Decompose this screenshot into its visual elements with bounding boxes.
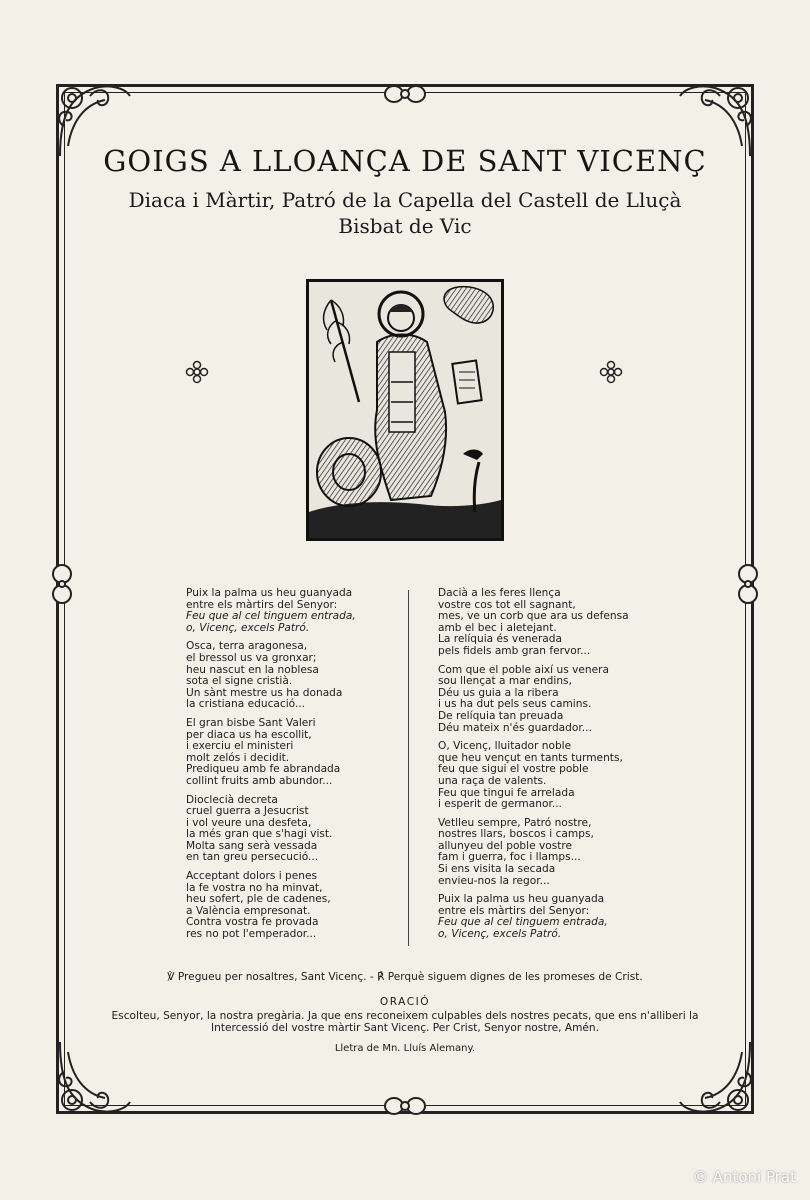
verse-line: i exerciu el ministeri	[186, 740, 294, 753]
stanza	[438, 665, 668, 735]
verse-line: sou llençat a mar endins,	[438, 675, 572, 688]
prayer-line: Intercessió del vostre màrtir Sant Vicenç. Per Crist, Senyor nostre, Amén.	[211, 1021, 599, 1034]
verse-line: una raça de valents.	[438, 774, 547, 787]
lyrics-credit: Lletra de Mn. Lluís Alemany.	[334, 1043, 476, 1054]
verse-line: Déu mateix n'és guardador...	[438, 721, 592, 734]
page-title: GOIGS A LLOANÇA DE SANT VICENÇ	[103, 144, 707, 178]
saint-vincent-woodcut	[306, 279, 504, 541]
copyright-watermark: © Antoni Prat	[692, 1168, 796, 1186]
verse-line: i esperit de germanor...	[438, 798, 562, 811]
verse-line: De relíquia tan preuada	[438, 709, 564, 722]
refrain-line: o, Vicenç, excels Patró.	[438, 928, 562, 941]
verse-line: fam i guerra, foc i llamps...	[438, 851, 581, 864]
verse-line: i vol veure una desfeta,	[186, 816, 312, 829]
verse-line: Acceptant dolors i penes	[186, 870, 318, 883]
verse-line: Com que el poble així us venera	[438, 663, 609, 676]
stanza	[438, 741, 668, 811]
refrain-line: Feu que al cel tinguem entrada,	[438, 916, 608, 929]
verse-line: envieu-nos la regor...	[438, 874, 550, 887]
verse-line: que heu vençut en tants turments,	[438, 751, 623, 764]
stanza	[186, 588, 401, 634]
verse-line: Dioclecià decreta	[186, 793, 278, 806]
refrain-line: Feu que al cel tinguem entrada,	[186, 610, 356, 623]
bottom-center-ornament	[380, 1094, 430, 1118]
verses-right-column	[438, 588, 668, 948]
stanza	[186, 795, 401, 865]
verse-line: vostre cos tot ell sagnant,	[438, 598, 576, 611]
stanza	[186, 641, 401, 711]
stanza	[186, 718, 401, 788]
verse-line: Un sànt mestre us ha donada	[186, 686, 343, 699]
verse-line: cruel guerra a Jesucrist	[186, 805, 309, 818]
verse-line: feu que sigui el vostre poble	[438, 763, 589, 776]
versicle-response: ℣ Pregueu per nosaltres, Sant Vicenç. - ℟ Perquè siguem dignes de les promeses de Crist.	[167, 971, 643, 983]
verse-line: pels fidels amb gran fervor...	[438, 644, 591, 657]
verse-line: molt zelós i decidit.	[186, 751, 290, 764]
verse-line: Osca, terra aragonesa,	[186, 640, 308, 653]
verse-line: sota el signe cristià.	[186, 675, 293, 688]
verse-line: heu nascut en la noblesa	[186, 663, 319, 676]
verse-line: el bressol us va gronxar;	[186, 651, 317, 664]
verse-line: Dacià a les feres llença	[438, 587, 561, 599]
verse-line: Déu us guia a la ribera	[438, 686, 559, 699]
verse-line: heu sofert, ple de cadenes,	[186, 893, 331, 906]
verse-line: Feu que tingui fe arrelada	[438, 786, 575, 799]
rosette-icon	[599, 360, 623, 384]
prayer-text	[90, 1011, 720, 1035]
verse-line: la fe vostra no ha minvat,	[186, 881, 323, 894]
stanza	[438, 588, 668, 658]
verse-line: en tan greu persecució...	[186, 851, 319, 864]
verse-line: Molta sang serà vessada	[186, 839, 318, 852]
verse-line: Contra vostra fe provada	[186, 916, 319, 929]
rosette-icon	[185, 360, 209, 384]
stanza	[438, 818, 668, 888]
verse-line: i us ha dut pels seus camins.	[438, 698, 592, 711]
verse-line: amb el bec i aletejant.	[438, 621, 557, 634]
verse-line: per diaca us ha escollit,	[186, 728, 312, 741]
diocese-subtitle: Bisbat de Vic	[338, 214, 472, 238]
top-center-ornament	[380, 82, 430, 106]
verse-line: nostres llars, boscos i camps,	[438, 828, 594, 841]
verse-line: collint fruits amb abundor...	[186, 774, 333, 787]
verse-line: la cristiana educació...	[186, 698, 306, 711]
verse-line: allunyeu del poble vostre	[438, 839, 573, 852]
verse-line: a València empresonat.	[186, 904, 311, 917]
verse-line: Prediqueu amb fe abrandada	[186, 763, 341, 776]
left-center-ornament	[48, 562, 76, 606]
verse-line: Puix la palma us heu guanyada	[438, 893, 605, 906]
verse-line: O, Vicenç, lluitador noble	[438, 740, 572, 753]
prayer-heading: ORACIÓ	[379, 996, 431, 1008]
stanza	[186, 871, 401, 941]
right-center-ornament	[734, 562, 762, 606]
verse-line: Vetlleu sempre, Patró nostre,	[438, 816, 592, 829]
stanza	[438, 894, 668, 940]
verses-left-column	[186, 588, 401, 948]
column-divider	[408, 590, 409, 946]
refrain-line: o, Vicenç, excels Patró.	[186, 621, 310, 634]
verse-line: La relíquia és venerada	[438, 633, 563, 646]
verse-line: El gran bisbe Sant Valeri	[186, 716, 316, 729]
verse-line: res no pot l'emperador...	[186, 928, 317, 941]
verse-line: entre els màrtirs del Senyor:	[438, 904, 590, 917]
verse-line: entre els màrtirs del Senyor:	[186, 598, 338, 611]
verse-line: la més gran que s'hagi vist.	[186, 828, 333, 841]
verse-line: mes, ve un corb que ara us defensa	[438, 610, 629, 623]
page-subtitle: Diaca i Màrtir, Patró de la Capella del Castell de Lluçà	[128, 188, 682, 212]
prayer-line: Escolteu, Senyor, la nostra pregària. Ja que ens reconeixem culpables dels nostres pecats, que ens n'alliberi la	[111, 1010, 699, 1022]
verse-line: Puix la palma us heu guanyada	[186, 587, 353, 599]
verse-line: Si ens visita la secada	[438, 863, 556, 876]
